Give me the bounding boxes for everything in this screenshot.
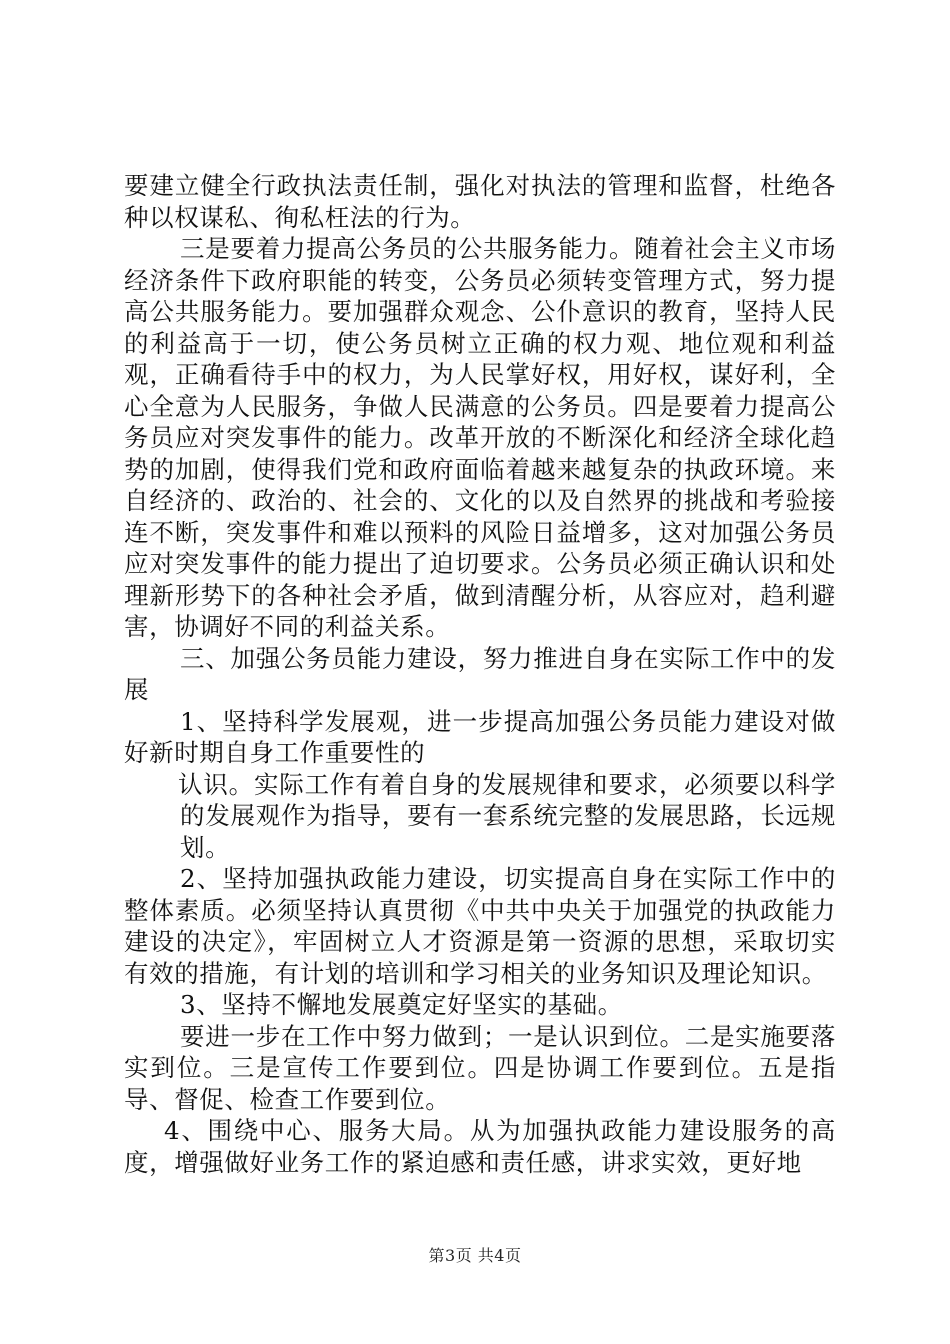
list-item-3: 3、坚持不懈地发展奠定好坚实的基础。 <box>180 990 623 1019</box>
paragraph-implementation: 要进一步在工作中努力做到；一是认识到位。二是实施要落实到位。三是宣传工作要到位。四是协调工作要到位。五是指导、督促、检查工作要到位。 <box>124 1021 836 1114</box>
list-item-1: 1、坚持科学发展观，进一步提高加强公务员能力建设对做好新时期自身工作重要性的 <box>124 706 836 767</box>
list-item-4: 4、围绕中心、服务大局。从为加强执政能力建设服务的高度，增强做好业务工作的紧迫感和责任感，讲求实效，更好地 <box>124 1116 836 1177</box>
paragraph-public-service: 三是要着力提高公务员的公共服务能力。随着社会主义市场经济条件下政府职能的转变，公务员必须转变管理方式，努力提高公共服务能力。要加强群众观念、公仆意识的教育，坚持人民的利益高于一切，使公务员树立正确的权力观、地位观和利益观，正确看待手中的权力，为人民掌好权，用好权，谋好利，全心全意为人民服务，争做人民满意的公务员。四是要着力提高公务员应对突发事件的能力。改革开放的不断深化和经济全球化趋势的加剧，使得我们党和政府面临着越来越复杂的执政环境。来自经济的、政治的、社会的、文化的以及自然界的挑战和考验接连不断，突发事件和难以预料的风险日益增多，这对加强公务员应对突发事件的能力提出了迫切要求。公务员必须正确认识和处理新形势下的各种社会矛盾，做到清醒分析，从容应对，趋利避害，协调好不同的利益关系。 <box>124 234 836 641</box>
page-footer <box>0 1243 950 1266</box>
paragraph-continuation: 要建立健全行政执法责任制，强化对执法的管理和监督，杜绝各种以权谋私、徇私枉法的行为。 <box>124 171 836 232</box>
list-item-2: 2、坚持加强执政能力建设，切实提高自身在实际工作中的整体素质。必须坚持认真贯彻《中共中央关于加强党的执政能力建设的决定》，牢固树立人才资源是第一资源的思想，采取切实有效的措施，有计划的培训和学习相关的业务知识及理论知识。 <box>124 864 836 988</box>
page-number: 第3页 共4页 <box>428 1246 522 1265</box>
section-heading-three: 三、加强公务员能力建设，努力推进自身在实际工作中的发展 <box>124 643 836 704</box>
list-item-1-continuation: 认识。实际工作有着自身的发展规律和要求，必须要以科学的发展观作为指导，要有一套系统完整的发展思路，长远规划。 <box>178 769 836 862</box>
document-body <box>124 170 836 1178</box>
